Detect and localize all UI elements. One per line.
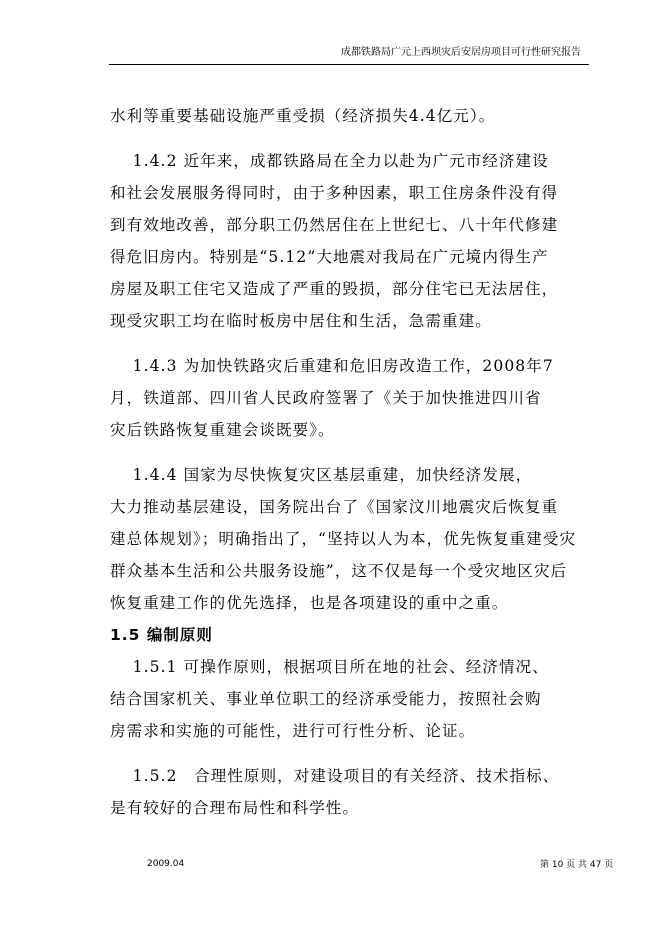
paragraph-gap — [110, 747, 590, 760]
paragraphs-block-1 — [110, 100, 590, 619]
text-line: 现受灾职工均在临时板房中居住和生活，急需重建。 — [110, 312, 492, 330]
text-line: 1.5.1 可操作原则，根据项目所在地的社会、经济情况、 — [110, 658, 549, 676]
text-line: 群众基本生活和公共服务设施”，这不仅是每一个受灾地区灾后 — [110, 562, 568, 580]
text-line: 恢复重建工作的优先选择，也是各项建设的重中之重。 — [110, 594, 509, 612]
text-line: 房屋及职工住宅又造成了严重的毁损，部分住宅已无法居住， — [110, 280, 559, 298]
text-line: 结合国家机关、事业单位职工的经济承受能力，按照社会购 — [110, 690, 542, 708]
text-line: 是有较好的合理布局性和科学性。 — [110, 799, 360, 817]
text-line: 房需求和实施的可能性，进行可行性分析、论证。 — [110, 722, 476, 740]
text-line: 1.4.2 近年来，成都铁路局在全力以赴为广元市经济建设 — [110, 152, 549, 170]
text-line: 1.4.4 国家为尽快恢复灾区基层重建，加快经济发展， — [110, 466, 533, 484]
text-line: 灾后铁路恢复重建会谈既要》。 — [110, 421, 335, 439]
footer-page-number: 第 10 页 共 47 页 — [540, 860, 614, 870]
text-line: 1.4.3 为加快铁路灾后重建和危旧房改造工作，2008年7 — [110, 357, 554, 375]
paragraph-gap — [110, 337, 590, 350]
paragraph-gap — [110, 132, 590, 145]
text-line: 月，铁道部、四川省人民政府签署了《关于加快推进四川省 — [110, 389, 542, 407]
text-line: 大力推动基层建设，国务院出台了《国家汶川地震灾后恢复重 — [110, 498, 559, 516]
text-line: 到有效地改善，部分职工仍然居住在上世纪七、八十年代修建 — [110, 216, 559, 234]
document-body — [110, 100, 590, 824]
text-line: 得危旧房内。特别是“5.12”大地震对我局在广元境内得生产 — [110, 248, 549, 266]
footer-date: 2009.04 — [147, 859, 185, 869]
paragraph-gap — [110, 446, 590, 459]
paragraphs-block-2 — [110, 651, 590, 824]
page-header — [109, 44, 589, 65]
text-line: 和社会发展服务得同时，由于多种因素，职工住房条件没有得 — [110, 184, 559, 202]
header-title: 成都铁路局广元上西坝灾后安居房项目可行性研究报告 — [341, 47, 581, 58]
text-line: 建总体规划》；明确指出了，“坚持以人为本，优先恢复重建受灾 — [110, 530, 577, 548]
text-line: 1.5.2 合理性原则，对建设项目的有关经济、技术指标、 — [110, 767, 560, 785]
section-heading: 1.5 编制原则 — [110, 626, 213, 644]
text-line: 水利等重要基础设施严重受损（经济损失4.4亿元）。 — [110, 107, 496, 125]
